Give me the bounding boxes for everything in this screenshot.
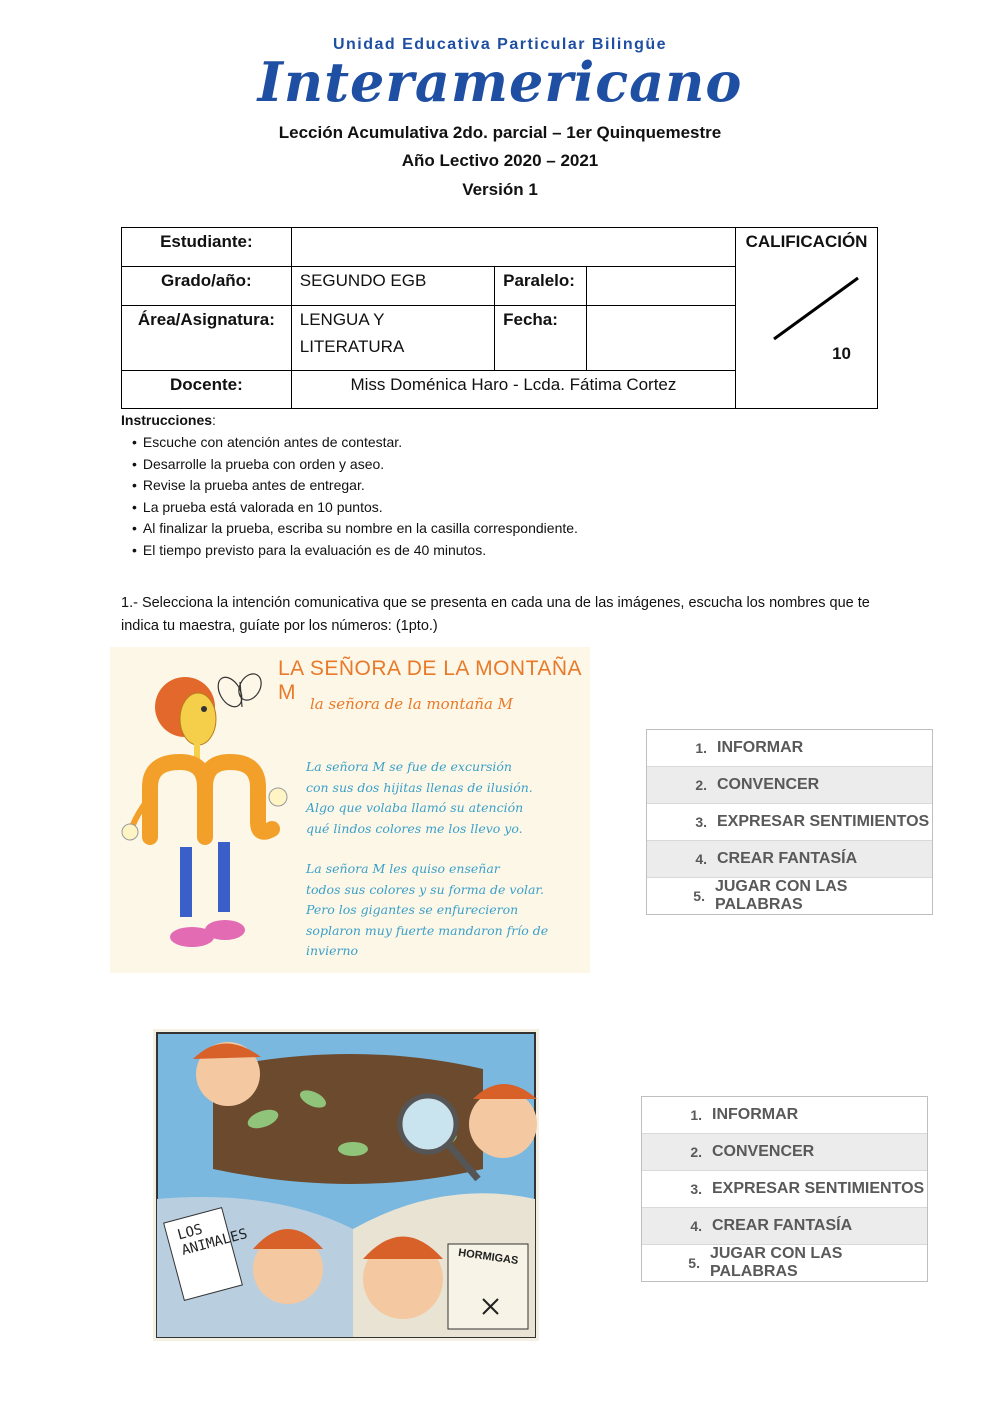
option-informar[interactable] xyxy=(647,730,932,767)
poem-line: soplaron muy fuerte mandaron frío de xyxy=(306,922,549,938)
grade-box xyxy=(736,228,878,409)
option-label: CREAR FANTASÍA xyxy=(717,850,858,867)
option-number: 4. xyxy=(690,1218,702,1234)
grade-max-score: 10 xyxy=(832,344,852,363)
option-label: EXPRESAR SENTIMIENTOS xyxy=(717,813,930,830)
option-label: CONVENCER xyxy=(712,1143,815,1160)
instruction-item: • Al finalizar la prueba, escriba su nombre en la casilla correspondiente. xyxy=(132,518,578,540)
book-label-animals: LOS ANIMALES xyxy=(175,1221,250,1259)
poem-line: Algo que volaba llamó su atención xyxy=(306,800,524,815)
question-1-text: 1.- Selecciona la intención comunicativa que se presenta en cada una de las imágenes, escucha los nombres que te indica tu maestra, guíate por los números: (1pto.) xyxy=(121,595,870,634)
option-label: CONVENCER xyxy=(717,776,820,793)
poem-line: Pero los gigantes se enfurecieron xyxy=(306,902,519,917)
grade-slash-icon xyxy=(736,268,877,368)
student-info-table xyxy=(121,227,878,409)
poem-line: qué lindos colores me los llevo yo. xyxy=(306,820,523,836)
area-label: Área/Asignatura: xyxy=(122,306,292,371)
option-convencer[interactable] xyxy=(647,767,932,804)
option-label: JUGAR CON LAS PALABRAS xyxy=(709,1245,843,1280)
option-number: 5. xyxy=(688,1255,700,1271)
teacher-label: Docente: xyxy=(122,371,292,409)
option-number: 5. xyxy=(693,888,705,904)
school-subtitle: Unidad Educativa Particular Bilingüe xyxy=(332,36,668,53)
poem-line: La señora M les quiso enseñar xyxy=(306,861,500,876)
option-crear-fantasia[interactable] xyxy=(647,841,932,878)
instruction-item: • Revise la prueba antes de entregar. xyxy=(132,475,578,497)
option-label: CREAR FANTASÍA xyxy=(712,1217,853,1234)
option-number: 3. xyxy=(690,1181,702,1197)
option-expresar-sentimientos[interactable] xyxy=(647,804,932,841)
option-number: 2. xyxy=(695,777,707,793)
poem-line: todos sus colores y su forma de volar. xyxy=(306,881,544,897)
instruction-item: • Escuche con atención antes de contestar. xyxy=(132,432,578,454)
poem-subtitle: la señora de la montaña M xyxy=(310,695,514,713)
school-year: Año Lectivo 2020 – 2021 xyxy=(401,151,599,170)
option-label: INFORMAR xyxy=(717,739,804,756)
instruction-item: • El tiempo previsto para la evaluación es de 40 minutos. xyxy=(132,540,578,562)
student-label: Estudiante: xyxy=(122,228,292,267)
option-number: 3. xyxy=(695,814,707,830)
book-label-ants: HORMIGAS xyxy=(457,1246,520,1268)
student-name-field[interactable] xyxy=(291,228,735,267)
date-field[interactable] xyxy=(587,306,736,371)
comic-illustration xyxy=(153,1029,539,1341)
lesson-title: Lección Acumulativa 2do. parcial – 1er Quinquemestre xyxy=(278,123,722,142)
date-label: Fecha: xyxy=(495,306,587,371)
instructions-title: Instrucciones xyxy=(121,412,213,428)
option-expresar-sentimientos[interactable] xyxy=(642,1171,927,1208)
option-number: 1. xyxy=(690,1107,702,1123)
options-box-a xyxy=(646,729,933,915)
poem-line: con sus dos hijitas llenas de ilusión. xyxy=(306,779,533,795)
option-jugar-con-las-palabras[interactable] xyxy=(647,878,932,914)
option-label: EXPRESAR SENTIMIENTOS xyxy=(712,1180,925,1197)
instruction-item: • La prueba está valorada en 10 puntos. xyxy=(132,497,578,519)
poem-line: La señora M se fue de excursión xyxy=(306,759,512,774)
poem-line: invierno xyxy=(306,943,359,958)
poem-illustration xyxy=(110,647,590,973)
options-box-b xyxy=(641,1096,928,1282)
poem-stanza-1 xyxy=(306,757,548,962)
reading-kids-drawing xyxy=(153,1029,539,1341)
option-jugar-con-las-palabras[interactable] xyxy=(642,1245,927,1281)
option-crear-fantasia[interactable] xyxy=(642,1208,927,1245)
option-convencer[interactable] xyxy=(642,1134,927,1171)
option-number: 2. xyxy=(690,1144,702,1160)
teacher-value: Miss Doménica Haro - Lcda. Fátima Cortez xyxy=(291,371,735,409)
instruction-item: • Desarrolle la prueba con orden y aseo. xyxy=(132,454,578,476)
grade-label: Grado/año: xyxy=(122,267,292,306)
option-label: INFORMAR xyxy=(712,1106,799,1123)
option-number: 1. xyxy=(695,740,707,756)
poem-title: LA SEÑORA DE LA MONTAÑA M xyxy=(278,657,581,704)
option-number: 4. xyxy=(695,851,707,867)
option-label: JUGAR CON LAS PALABRAS xyxy=(714,878,848,913)
parallel-field[interactable] xyxy=(587,267,736,306)
area-value: LENGUA Y LITERATURA xyxy=(291,306,494,371)
grade-value: SEGUNDO EGB xyxy=(291,267,494,306)
grade-box-title: CALIFICACIÓN xyxy=(745,232,868,251)
parallel-label: Paralelo: xyxy=(495,267,587,306)
option-informar[interactable] xyxy=(642,1097,927,1134)
school-logo-name: Interamericano xyxy=(257,50,743,114)
version-label: Versión 1 xyxy=(462,180,538,199)
instructions-heading: Instrucciones: xyxy=(121,412,216,428)
instructions-list xyxy=(132,432,578,561)
